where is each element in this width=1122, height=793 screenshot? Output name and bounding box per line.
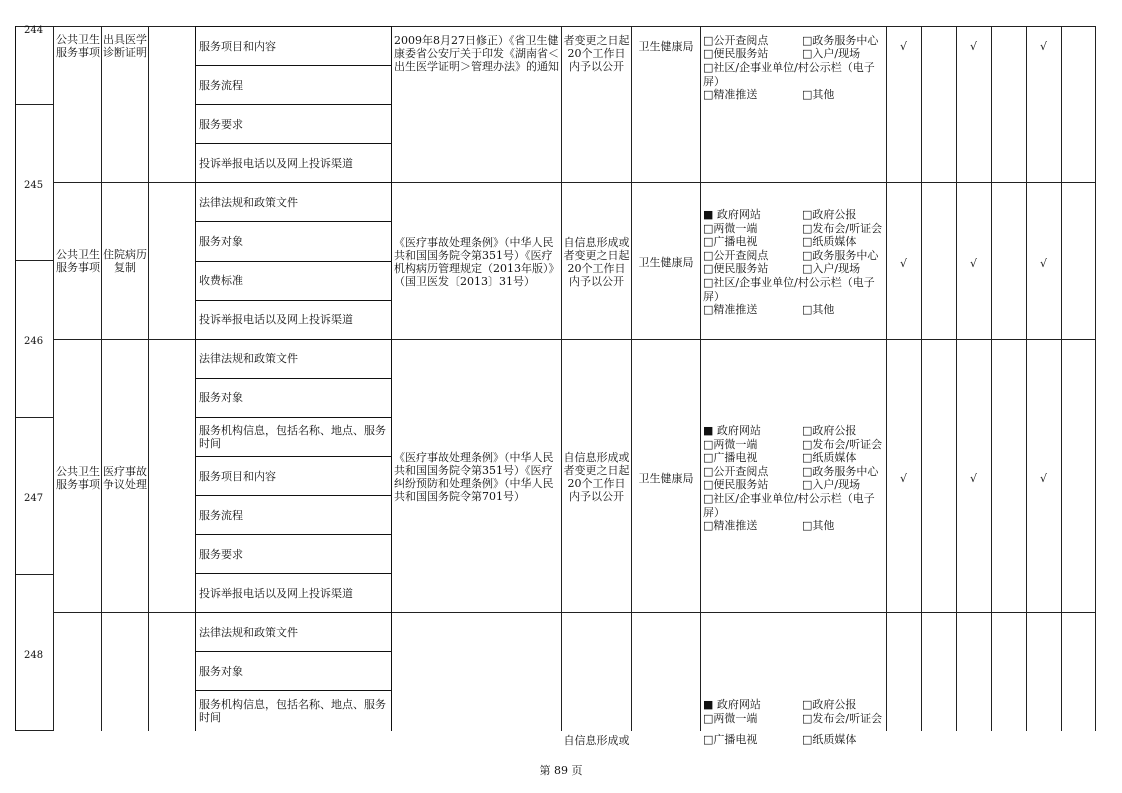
category-cell: 公共卫生服务事项: [56, 33, 100, 59]
rule: [700, 26, 701, 731]
row-number: 244: [24, 25, 44, 36]
rule: [15, 104, 53, 105]
channel-option: □其他: [802, 88, 835, 101]
rule: [195, 221, 392, 222]
rule: [15, 260, 53, 261]
element-cell: 服务项目和内容: [199, 470, 276, 483]
rule: [15, 26, 16, 731]
channel-option: □广播电视: [703, 733, 758, 746]
element-cell: 服务流程: [199, 79, 243, 92]
basis-cell: 2009年8月27日修正）《省卫生健康委省公安厅关于印发《湖南省＜出生医学证明＞管理办法》的通知: [394, 34, 559, 73]
channel-option: □社区/企事业单位/村公示栏（电子屏）: [703, 492, 875, 519]
channel-option: □其他: [802, 519, 835, 532]
time-limit-cell: 自信息形成或: [563, 734, 630, 747]
rule: [195, 104, 392, 105]
element-cell: 法律法规和政策文件: [199, 196, 298, 209]
department-cell: 卫生健康局: [638, 40, 694, 53]
element-cell: 法律法规和政策文件: [199, 352, 298, 365]
channel-option: □公开查阅点: [703, 465, 769, 478]
department-cell: 卫生健康局: [638, 472, 694, 485]
channel-option: □政务服务中心: [802, 249, 879, 262]
rule: [195, 26, 392, 27]
rule: [195, 456, 392, 457]
check-mark-icon: √: [900, 472, 908, 485]
element-cell: 服务要求: [199, 118, 243, 131]
basis-cell: 《医疗事故处理条例》（中华人民共和国国务院令第351号）《医疗纠纷预防和处理条例》（中华人民共和国国务院令第701号）: [394, 451, 554, 503]
element-cell: 服务要求: [199, 548, 243, 561]
rule: [15, 417, 53, 418]
channel-option: ■ 政府网站: [703, 424, 761, 437]
rule: [195, 651, 392, 652]
channel-option: □政府公报: [802, 698, 857, 711]
element-cell: 服务项目和内容: [199, 40, 276, 53]
department-cell: 卫生健康局: [638, 256, 694, 269]
channel-option: □入户/现场: [802, 47, 861, 60]
channel-option: □政务服务中心: [802, 34, 879, 47]
channel-option: □发布会/听证会: [802, 438, 883, 451]
rule: [195, 573, 392, 574]
category-cell: 公共卫生服务事项: [56, 465, 100, 491]
rule: [101, 26, 102, 731]
rule: [991, 26, 992, 731]
rule: [148, 26, 149, 731]
rule: [391, 26, 392, 731]
rule: [195, 534, 392, 535]
rule: [195, 65, 392, 66]
channel-option: □两微一端: [703, 438, 758, 451]
rule: [195, 417, 392, 418]
channel-option: □便民服务站: [703, 478, 769, 491]
channel-option: □两微一端: [703, 222, 758, 235]
element-cell: 投诉举报电话以及网上投诉渠道: [199, 157, 353, 170]
item-cell: 医疗事故争议处理: [103, 465, 147, 491]
time-limit-cell: 者变更之日起20个工作日内予以公开: [563, 34, 630, 73]
channel-option: □公开查阅点: [703, 34, 769, 47]
check-mark-icon: √: [900, 40, 908, 53]
basis-cell: 《医疗事故处理条例》（中华人民共和国国务院令第351号）《医疗机构病历管理规定（2013年版）》（国卫医发〔2013〕31号）: [394, 236, 554, 288]
channel-option: □社区/企事业单位/村公示栏（电子屏）: [703, 61, 875, 88]
channel-option: □纸质媒体: [802, 451, 857, 464]
channel-option: □政府公报: [802, 424, 857, 437]
channel-option: □其他: [802, 303, 835, 316]
rule: [195, 261, 392, 262]
check-mark-icon: √: [970, 40, 978, 53]
item-cell: 出具医学诊断证明: [103, 33, 147, 59]
check-mark-icon: √: [1040, 472, 1048, 485]
row-number: 247: [24, 493, 44, 504]
channel-option: □广播电视: [703, 235, 758, 248]
element-cell: 投诉举报电话以及网上投诉渠道: [199, 313, 353, 326]
element-cell: 服务对象: [199, 235, 243, 248]
channel-option: □两微一端: [703, 712, 758, 725]
channel-option: □发布会/听证会: [802, 712, 883, 725]
rule: [631, 26, 632, 731]
rule: [921, 26, 922, 731]
channel-option: □政务服务中心: [802, 465, 879, 478]
item-cell: 住院病历复制: [103, 248, 147, 274]
channel-option: □政府公报: [802, 208, 857, 221]
row-number: 248: [24, 650, 44, 661]
rule: [53, 26, 54, 731]
element-cell: 投诉举报电话以及网上投诉渠道: [199, 587, 353, 600]
element-cell: 服务机构信息，包括名称、地点、服务时间: [199, 698, 386, 724]
element-cell: 服务对象: [199, 391, 243, 404]
channel-option: □便民服务站: [703, 262, 769, 275]
check-mark-icon: √: [970, 472, 978, 485]
rule: [195, 339, 392, 340]
check-mark-icon: √: [900, 257, 908, 270]
channel-option: □公开查阅点: [703, 249, 769, 262]
rule: [15, 26, 1095, 27]
rule: [15, 574, 53, 575]
rule: [15, 730, 53, 731]
channel-option: □便民服务站: [703, 47, 769, 60]
row-number: 246: [24, 336, 44, 347]
channel-option: □精准推送: [703, 303, 758, 316]
rule: [886, 26, 887, 731]
channel-option: □纸质媒体: [802, 733, 857, 746]
channel-option: □入户/现场: [802, 478, 861, 491]
check-mark-icon: √: [1040, 40, 1048, 53]
time-limit-cell: 自信息形成或者变更之日起20个工作日内予以公开: [563, 451, 630, 503]
rule: [1026, 26, 1027, 731]
category-cell: 公共卫生服务事项: [56, 248, 100, 274]
rule: [195, 182, 392, 183]
row-number: 245: [24, 180, 44, 191]
rule: [195, 300, 392, 301]
channel-option: □社区/企事业单位/村公示栏（电子屏）: [703, 276, 875, 303]
element-cell: 服务流程: [199, 509, 243, 522]
check-mark-icon: √: [1040, 257, 1048, 270]
element-cell: 服务对象: [199, 665, 243, 678]
channel-option: □精准推送: [703, 88, 758, 101]
channel-option: ■ 政府网站: [703, 208, 761, 221]
time-limit-cell: 自信息形成或者变更之日起20个工作日内予以公开: [563, 236, 630, 288]
element-cell: 收费标准: [199, 274, 243, 287]
rule: [956, 26, 957, 731]
check-mark-icon: √: [970, 257, 978, 270]
rule: [1095, 26, 1096, 731]
channel-option: □纸质媒体: [802, 235, 857, 248]
channel-option: □发布会/听证会: [802, 222, 883, 235]
page-number: 第 89 页: [539, 764, 583, 777]
channel-option: □广播电视: [703, 451, 758, 464]
rule: [195, 690, 392, 691]
element-cell: 服务机构信息，包括名称、地点、服务时间: [199, 424, 386, 450]
rule: [195, 495, 392, 496]
rule: [1061, 26, 1062, 731]
rule: [561, 26, 562, 731]
channel-option: ■ 政府网站: [703, 698, 761, 711]
rule: [195, 378, 392, 379]
channel-option: □精准推送: [703, 519, 758, 532]
rule: [195, 143, 392, 144]
element-cell: 法律法规和政策文件: [199, 626, 298, 639]
channel-option: □入户/现场: [802, 262, 861, 275]
rule: [195, 26, 196, 731]
rule: [195, 612, 392, 613]
